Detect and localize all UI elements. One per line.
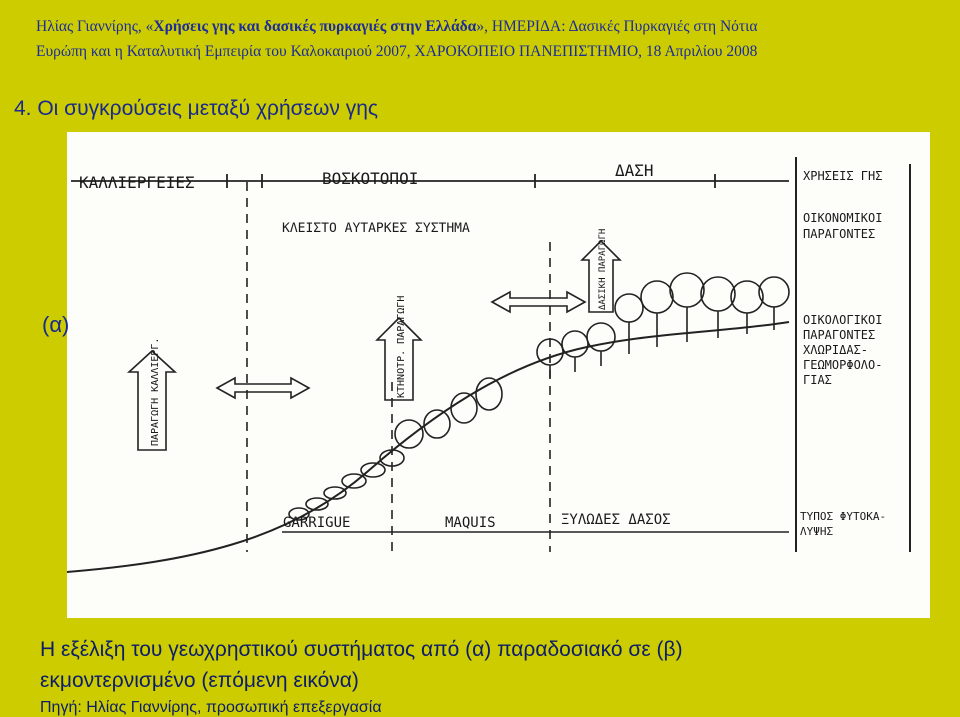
label-ecological-1: ΟΙΚΟΛΟΓΙΚΟΙ (803, 313, 883, 327)
header-line-2: Ευρώπη και η Καταλυτική Εμπειρία του Καλοκαιριού 2007, ΧΑΡΟΚΟΠΕΙΟ ΠΑΝΕΠΙΣΤΗΜΙΟ, 18 Απριλίου 2008 (36, 43, 758, 60)
label-vegetation-1: ΤΥΠΟΣ ΦΥΤΟΚΑ- (800, 510, 887, 523)
label-woodland: ΞΥΛΩΔΕΣ ΔΑΣΟΣ (561, 512, 671, 528)
arrow-label-forestry: ΔΑΣΙΚΗ ΠΑΡΑΓΩΓΗ (598, 228, 608, 310)
slide-header (36, 14, 936, 64)
land-use-sketch (67, 132, 930, 618)
caption-line-1: Η εξέλιξη του γεωχρηστικού συστήματος από (α) παραδοσιακό σε (β) (40, 638, 683, 661)
label-economic-1: ΟΙΚΟΝΟΜΙΚΟΙ (803, 211, 883, 225)
label-maquis: MAQUIS (445, 515, 496, 531)
label-garrigue: GARRIGUE (283, 515, 351, 531)
sketch-drawing (67, 132, 930, 618)
paper-title: Χρήσεις γης και δασικές πυρκαγιές στην Ελλάδα (153, 18, 477, 35)
slide-caption (40, 634, 683, 696)
arrow-label-crops: ΠΑΡΑΓΩΓΗ ΚΑΛΛΙΕΡΓ. (150, 337, 161, 446)
source-note: Πηγή: Ηλίας Γιαννίρης, προσωπική επεξεργασία (40, 699, 382, 716)
label-land-uses: ΧΡΗΣΕΙΣ ΓΗΣ (803, 169, 883, 183)
label-ecological-3: ΧΛΩΡΙΔΑΣ- (803, 343, 869, 357)
label-ecological-5: ΓΙΑΣ (803, 373, 832, 387)
label-forests: ΔΑΣΗ (615, 161, 654, 180)
label-closed-system: ΚΛΕΙΣΤΟ ΑΥΤΑΡΚΕΣ ΣΥΣΤΗΜΑ (282, 221, 470, 236)
label-ecological-4: ΓΕΩΜΟΡΦΟΛΟ- (803, 358, 883, 372)
figure-label-a: (α) (42, 312, 70, 337)
label-crops: ΚΑΛΛΙΕΡΓΕΙΕΣ (79, 173, 195, 192)
slide-title: 4. Οι συγκρούσεις μεταξύ χρήσεων γης (14, 97, 379, 120)
arrow-label-livestock: ΚΤΗΝΟΤΡ. ΠΑΡΑΓΩΓΗ (396, 295, 407, 398)
label-vegetation-2: ΛΥΨΗΣ (800, 525, 834, 538)
label-ecological-2: ΠΑΡΑΓΟΝΤΕΣ (803, 328, 876, 342)
header-line-1: Ηλίας Γιαννίρης, «Χρήσεις γης και δασικές πυρκαγιές στην Ελλάδα», ΗΜΕΡΙΔΑ: Δασικές Πυρκαγιές στη Νότια (36, 18, 758, 35)
label-economic-2: ΠΑΡΑΓΟΝΤΕΣ (803, 227, 876, 241)
caption-line-2: εκμοντερνισμένο (επόμενη εικόνα) (40, 669, 359, 692)
label-pastures: ΒΟΣΚΟΤΟΠΟΙ (322, 169, 419, 188)
